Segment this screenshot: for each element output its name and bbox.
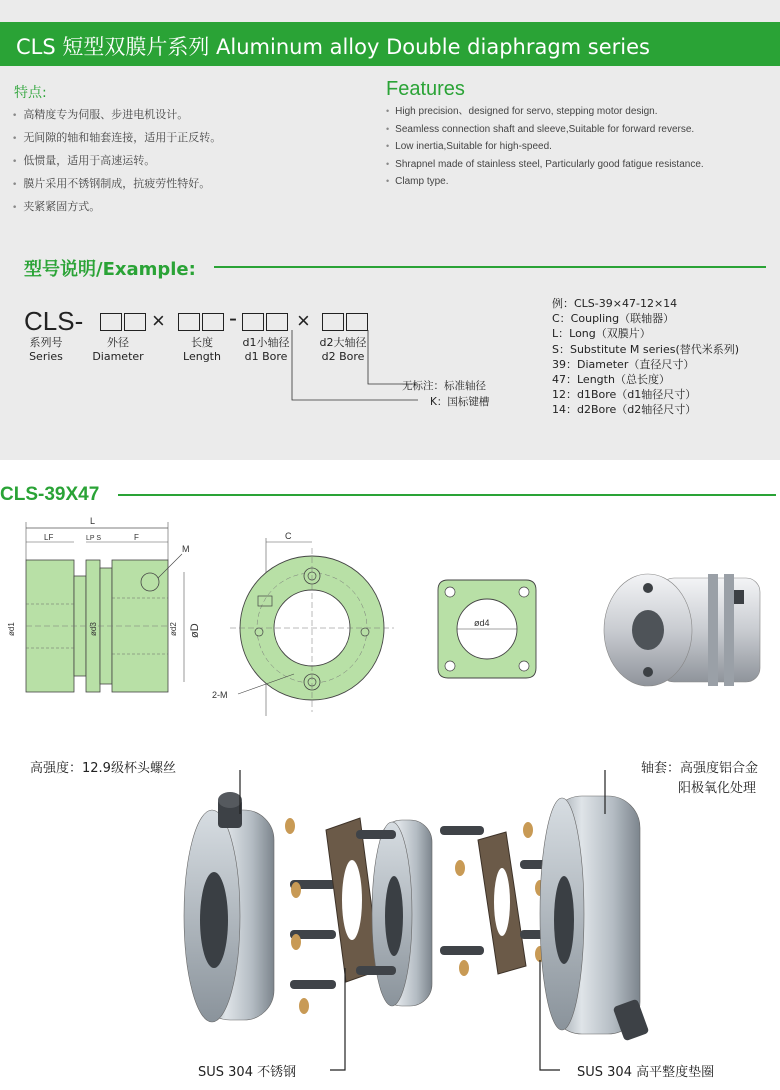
list-item: 12：d1Bore（d1轴径尺寸） xyxy=(552,388,697,402)
model-prefix: CLS- xyxy=(24,306,84,336)
list-item: • Shrapnel made of stainless steel, Particularly good fatigue resistance. xyxy=(386,156,704,174)
list-item: C：Coupling（联轴器） xyxy=(552,312,675,326)
features-en-heading: Features xyxy=(386,78,465,100)
list-item: 例：CLS-39×47-12×14 xyxy=(552,297,678,310)
note-standard: 无标注：标准轴径 xyxy=(402,380,486,392)
callout-washer: SUS 304 高平整度垫圈 xyxy=(577,1065,715,1080)
label-d3: ød3 xyxy=(89,622,98,636)
list-item: S：Substitute M series(替代米系列) xyxy=(552,342,740,356)
caption-series: 系列号 Series xyxy=(29,336,63,363)
list-item: • High precision、designed for servo, stepping motor design. xyxy=(386,103,704,121)
label-M: M xyxy=(182,544,190,554)
label-d4: ød4 xyxy=(474,618,490,628)
front-view-drawing xyxy=(208,526,398,726)
page-title: CLS 短型双膜片系列 Aluminum alloy Double diaphragm series xyxy=(16,35,650,59)
caption-d2: d2大轴径 d2 Bore xyxy=(319,336,367,363)
model-title: CLS-39X47 xyxy=(0,484,100,505)
dash-sign: - xyxy=(229,305,237,332)
list-item: 14：d2Bore（d2轴径尺寸） xyxy=(552,403,697,417)
caption-length: 长度 Length xyxy=(183,336,221,363)
list-item: • 低惯量，适用于高速运转。 xyxy=(12,150,221,173)
list-item: • 无间隙的轴和轴套连接，适用于正反转。 xyxy=(12,127,221,150)
product-photo xyxy=(598,560,778,700)
caption-d1: d1小轴径 d1 Bore xyxy=(242,336,290,363)
callout-sleeve-line1: 轴套：高强度铝合金 xyxy=(641,761,759,776)
callout-screw: 高强度：12.9级杯头螺丝 xyxy=(30,761,176,776)
label-2M: 2-M xyxy=(212,690,228,700)
caption-diameter: 外径 Diameter xyxy=(92,336,144,363)
model-divider xyxy=(118,494,776,496)
callout-sleeve-line2: 阳极氧化处理 xyxy=(678,781,757,796)
note-keyway: K：国标键槽 xyxy=(430,396,490,408)
list-item: 47：Length（总长度） xyxy=(552,373,670,387)
label-LF: LF xyxy=(44,533,54,542)
exploded-view xyxy=(0,770,780,1090)
label-D: øD xyxy=(189,623,201,638)
list-item: 39：Diameter（直径尺寸） xyxy=(552,357,695,371)
label-F: F xyxy=(134,533,139,542)
label-LPS: LP S xyxy=(86,535,102,542)
list-item: • 膜片采用不锈钢制成，抗疲劳性特好。 xyxy=(12,173,221,196)
features-cn-heading: 特点: xyxy=(14,85,47,101)
label-L: L xyxy=(90,516,96,526)
list-item: • Clamp type. xyxy=(386,173,704,191)
diaphragm-drawing xyxy=(434,576,544,686)
times-sign: × xyxy=(297,308,310,333)
side-view-drawing xyxy=(0,512,210,712)
example-legend xyxy=(552,296,739,418)
list-item: • 高精度专为伺服、步进电机设计。 xyxy=(12,104,221,127)
list-item: L：Long（双膜片） xyxy=(552,327,651,341)
example-heading: 型号说明/Example: xyxy=(24,259,196,280)
label-C: C xyxy=(285,531,292,541)
label-d1: ød1 xyxy=(7,622,16,636)
label-d2: ød2 xyxy=(169,622,178,636)
times-sign: × xyxy=(152,308,165,333)
list-item: • Seamless connection shaft and sleeve,Suitable for forward reverse. xyxy=(386,121,704,139)
callout-steel: SUS 304 不锈钢 xyxy=(198,1065,297,1080)
list-item: • Low inertia,Suitable for high-speed. xyxy=(386,138,704,156)
list-item: • 夹紧紧固方式。 xyxy=(12,196,221,219)
